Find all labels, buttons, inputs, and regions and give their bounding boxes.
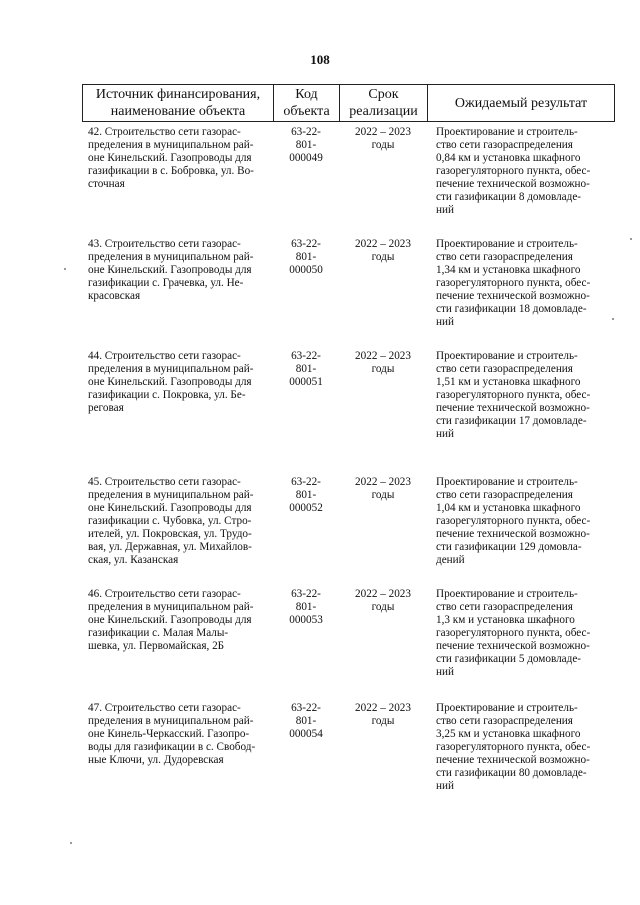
- object-name-line: оне Кинельский. Газопроводы для: [88, 152, 252, 164]
- object-code-line: 801-: [295, 139, 317, 151]
- header-result: Ожидаемый результат: [454, 95, 588, 111]
- object-code-cell: [273, 702, 339, 793]
- object-name-line: газификации с. Чубовка, ул. Стро-: [88, 515, 252, 527]
- table-row: [82, 702, 615, 793]
- object-code-line: 801-: [295, 601, 317, 613]
- header-source: Источник финансирования, наименование объекта: [83, 85, 274, 121]
- scan-speck: [64, 268, 66, 270]
- expected-result-line: 1,34 км и установка шкафного: [436, 264, 581, 276]
- table-row: [82, 588, 615, 679]
- realization-term-line: годы: [371, 363, 395, 375]
- object-name-line: оне Кинельский. Газопроводы для: [88, 614, 252, 626]
- expected-result-line: сти газификации 18 домовладе-: [436, 303, 587, 315]
- expected-result-line: 1,51 км и установка шкафного: [436, 376, 581, 388]
- expected-result-line: Проектирование и строитель-: [436, 476, 578, 488]
- realization-term-cell: [339, 126, 427, 217]
- table-header: [82, 84, 615, 122]
- expected-result-line: печение технической возможно-: [436, 402, 590, 414]
- expected-result-line: Проектирование и строитель-: [436, 238, 578, 250]
- object-code-line: 801-: [295, 251, 317, 263]
- expected-result-line: сти газификации 5 домовладе-: [436, 653, 582, 665]
- realization-term-line: годы: [371, 139, 395, 151]
- object-name-line: оне Кинельский. Газопроводы для: [88, 264, 252, 276]
- table-row: [82, 476, 615, 567]
- object-name-line: воды для газификации в с. Свобод-: [88, 741, 256, 753]
- expected-result-line: газорегуляторного пункта, обес-: [436, 741, 591, 753]
- realization-term-line: годы: [371, 489, 395, 501]
- object-name-line: 45. Строительство сети газорас-: [88, 476, 241, 488]
- object-code-cell: [273, 476, 339, 567]
- object-name-line: ская, ул. Казанская: [88, 554, 179, 566]
- header-term: Срок реализации: [340, 85, 428, 121]
- expected-result-line: газорегуляторного пункта, обес-: [436, 515, 591, 527]
- object-code-line: 000049: [289, 152, 323, 164]
- expected-result-line: ство сети газораспределения: [436, 601, 573, 613]
- object-name-line: газификации с. Грачевка, ул. Не-: [88, 277, 244, 289]
- expected-result-line: 0,84 км и установка шкафного: [436, 152, 581, 164]
- object-name-cell: [82, 476, 273, 567]
- expected-result-line: печение технической возможно-: [436, 528, 590, 540]
- object-code-line: 801-: [295, 489, 317, 501]
- object-name-line: сточная: [88, 178, 125, 190]
- expected-result-line: печение технической возможно-: [436, 640, 590, 652]
- table-row: [82, 126, 615, 217]
- object-code-line: 000050: [289, 264, 323, 276]
- object-name-line: оне Кинельский. Газопроводы для: [88, 376, 252, 388]
- expected-result-line: ний: [436, 204, 454, 216]
- object-code-line: 63-22-: [291, 350, 321, 362]
- object-name-line: газификации в с. Бобровка, ул. Во-: [88, 165, 254, 177]
- object-name-line: 42. Строительство сети газорас-: [88, 126, 241, 138]
- realization-term-cell: [339, 588, 427, 679]
- expected-result-line: 1,3 км и установка шкафного: [436, 614, 575, 626]
- object-code-line: 801-: [295, 715, 317, 727]
- object-name-cell: [82, 588, 273, 679]
- object-code-line: 000052: [289, 502, 323, 514]
- object-name-line: ные Ключи, ул. Дудоревская: [88, 754, 224, 766]
- expected-result-line: ний: [436, 780, 454, 792]
- expected-result-line: газорегуляторного пункта, обес-: [436, 627, 591, 639]
- object-code-line: 000054: [289, 728, 323, 740]
- realization-term-cell: [339, 350, 427, 441]
- realization-term-line: годы: [371, 251, 395, 263]
- object-name-line: оне Кинель-Черкасский. Газопро-: [88, 728, 250, 740]
- object-code-line: 63-22-: [291, 476, 321, 488]
- expected-result-cell: [427, 350, 615, 441]
- realization-term-cell: [339, 476, 427, 567]
- expected-result-line: Проектирование и строитель-: [436, 588, 578, 600]
- object-code-cell: [273, 126, 339, 217]
- expected-result-line: 1,04 км и установка шкафного: [436, 502, 581, 514]
- expected-result-line: ний: [436, 666, 454, 678]
- expected-result-line: печение технической возможно-: [436, 178, 590, 190]
- expected-result-line: газорегуляторного пункта, обес-: [436, 165, 591, 177]
- object-name-line: пределения в муниципальном рай-: [88, 715, 254, 727]
- table-row: [82, 238, 615, 329]
- realization-term-line: 2022 – 2023: [355, 238, 411, 250]
- expected-result-line: Проектирование и строитель-: [436, 126, 578, 138]
- object-code-line: 63-22-: [291, 588, 321, 600]
- object-name-line: газификации с. Малая Малы-: [88, 627, 229, 639]
- expected-result-line: сти газификации 17 домовладе-: [436, 415, 587, 427]
- scan-speck: [612, 318, 614, 320]
- expected-result-cell: [427, 238, 615, 329]
- expected-result-line: ство сети газораспределения: [436, 489, 573, 501]
- expected-result-line: газорегуляторного пункта, обес-: [436, 389, 591, 401]
- object-name-cell: [82, 702, 273, 793]
- object-name-line: пределения в муниципальном рай-: [88, 489, 254, 501]
- object-name-line: пределения в муниципальном рай-: [88, 251, 254, 263]
- expected-result-cell: [427, 476, 615, 567]
- expected-result-line: сти газификации 8 домовладе-: [436, 191, 582, 203]
- object-code-line: 63-22-: [291, 238, 321, 250]
- realization-term-line: годы: [371, 715, 395, 727]
- expected-result-line: ство сети газораспределения: [436, 715, 573, 727]
- object-name-cell: [82, 238, 273, 329]
- realization-term-line: 2022 – 2023: [355, 588, 411, 600]
- object-name-line: пределения в муниципальном рай-: [88, 139, 254, 151]
- object-code-cell: [273, 238, 339, 329]
- object-name-line: 44. Строительство сети газорас-: [88, 350, 241, 362]
- header-code: Код объекта: [274, 85, 340, 121]
- object-code-line: 63-22-: [291, 702, 321, 714]
- expected-result-line: ство сети газораспределения: [436, 363, 573, 375]
- realization-term-cell: [339, 702, 427, 793]
- expected-result-line: сти газификации 129 домовла-: [436, 541, 582, 553]
- table-row: [82, 350, 615, 441]
- object-name-line: реговая: [88, 402, 124, 414]
- object-code-cell: [273, 350, 339, 441]
- realization-term-line: 2022 – 2023: [355, 702, 411, 714]
- object-name-line: 47. Строительство сети газорас-: [88, 702, 241, 714]
- object-code-cell: [273, 588, 339, 679]
- expected-result-cell: [427, 702, 615, 793]
- object-code-line: 000051: [289, 376, 323, 388]
- expected-result-line: ний: [436, 316, 454, 328]
- expected-result-line: ство сети газораспределения: [436, 251, 573, 263]
- expected-result-line: печение технической возможно-: [436, 754, 590, 766]
- expected-result-line: ство сети газораспределения: [436, 139, 573, 151]
- object-name-line: 46. Строительство сети газорас-: [88, 588, 241, 600]
- realization-term-line: 2022 – 2023: [355, 350, 411, 362]
- expected-result-line: газорегуляторного пункта, обес-: [436, 277, 591, 289]
- expected-result-line: дений: [436, 554, 465, 566]
- realization-term-line: 2022 – 2023: [355, 126, 411, 138]
- expected-result-line: печение технической возможно-: [436, 290, 590, 302]
- object-code-line: 801-: [295, 363, 317, 375]
- expected-result-line: ний: [436, 428, 454, 440]
- expected-result-cell: [427, 588, 615, 679]
- realization-term-line: 2022 – 2023: [355, 476, 411, 488]
- object-code-line: 63-22-: [291, 126, 321, 138]
- expected-result-line: Проектирование и строитель-: [436, 350, 578, 362]
- object-name-line: ителей, ул. Покровская, ул. Трудо-: [88, 528, 252, 540]
- object-name-line: 43. Строительство сети газорас-: [88, 238, 241, 250]
- object-name-cell: [82, 350, 273, 441]
- object-code-line: 000053: [289, 614, 323, 626]
- realization-term-cell: [339, 238, 427, 329]
- expected-result-cell: [427, 126, 615, 217]
- object-name-line: газификации с. Покровка, ул. Бе-: [88, 389, 246, 401]
- object-name-line: вая, ул. Державная, ул. Михайлов-: [88, 541, 252, 553]
- page-number: 108: [310, 52, 330, 67]
- object-name-line: оне Кинельский. Газопроводы для: [88, 502, 252, 514]
- expected-result-line: 3,25 км и установка шкафного: [436, 728, 581, 740]
- realization-term-line: годы: [371, 601, 395, 613]
- scan-speck: [630, 238, 632, 240]
- object-name-line: пределения в муниципальном рай-: [88, 363, 254, 375]
- scan-speck: [70, 842, 72, 844]
- object-name-line: пределения в муниципальном рай-: [88, 601, 254, 613]
- object-name-line: шевка, ул. Первомайская, 2Б: [88, 640, 225, 652]
- object-name-cell: [82, 126, 273, 217]
- expected-result-line: сти газификации 80 домовладе-: [436, 767, 587, 779]
- object-name-line: красовская: [88, 290, 141, 302]
- expected-result-line: Проектирование и строитель-: [436, 702, 578, 714]
